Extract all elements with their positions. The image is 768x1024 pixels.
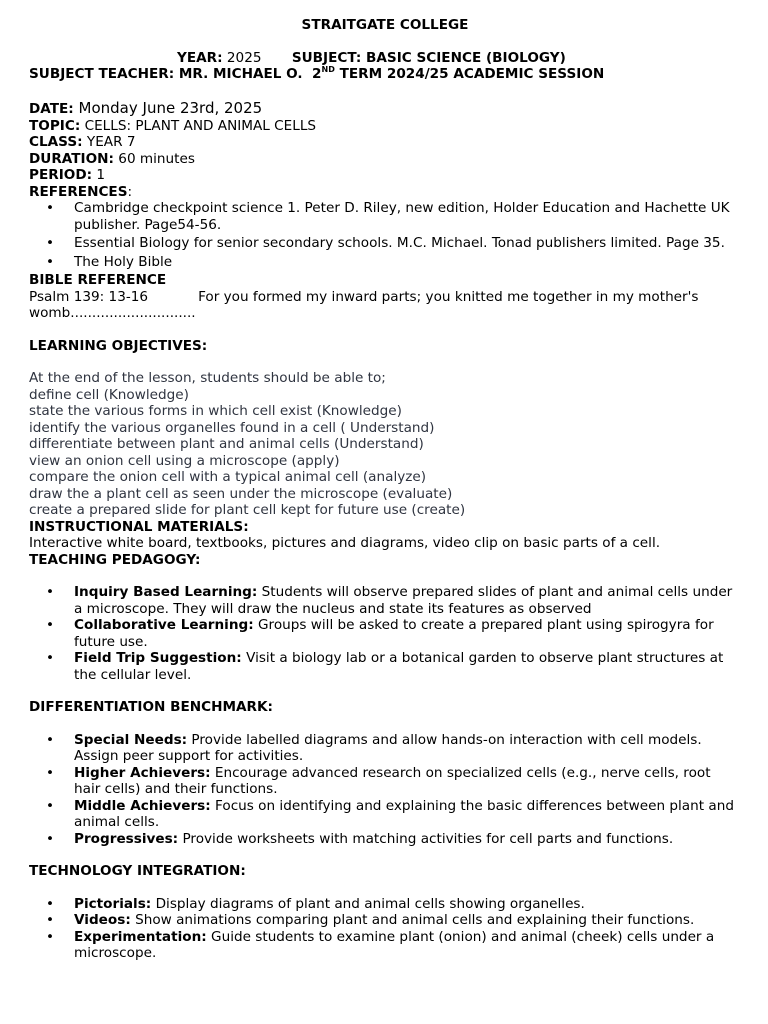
list-item: • Middle Achievers: Focus on identifying and explaining the basic differences between plant and animal cells.: [46, 797, 734, 830]
year-subject-line: [29, 50, 741, 67]
differentiation-list: [29, 732, 741, 848]
objective-item: differentiate between plant and animal cells (Understand): [29, 436, 424, 452]
lesson-plan-page: [29, 17, 741, 962]
term-session: TERM 2024/25 ACADEMIC SESSION: [339, 66, 605, 82]
bullet-icon: •: [46, 253, 55, 270]
bible-text: For you formed my inward parts; you knitted me together in my mother's: [198, 288, 699, 305]
bullet-icon: •: [46, 797, 55, 814]
technology-integration-heading: TECHNOLOGY INTEGRATION:: [29, 863, 246, 879]
bullet-icon: •: [46, 731, 55, 748]
list-item: • The Holy Bible: [46, 253, 173, 270]
list-item: • Inquiry Based Learning: Students will observe prepared slides of plant and animal cells under a microscope. They will draw the nucleus and state its features as observed: [46, 584, 733, 617]
list-item: • Cambridge checkpoint science 1. Peter D. Riley, new edition, Holder Education and Hachette UK publisher. Page54-56.: [46, 200, 730, 233]
term-suffix: ND: [321, 65, 335, 74]
objective-item: compare the onion cell with a typical animal cell (analyze): [29, 469, 427, 485]
technology-list: [29, 896, 741, 962]
bullet-icon: •: [46, 912, 55, 928]
objective-item: draw the a plant cell as seen under the microscope (evaluate): [29, 485, 453, 502]
objectives-list: [29, 370, 741, 519]
objective-item: define cell (Knowledge): [29, 386, 189, 403]
list-item: • Special Needs: Provide labelled diagrams and allow hands-on interaction with cell models. Assign peer support for activities.: [46, 731, 702, 764]
differentiation-heading: DIFFERENTIATION BENCHMARK:: [29, 699, 273, 715]
bullet-icon: •: [46, 764, 55, 781]
date-line: [29, 99, 741, 118]
subject-teacher: SUBJECT TEACHER: MR. MICHAEL O.: [29, 66, 303, 82]
bible-verse-line: [29, 289, 741, 306]
instructional-materials-heading: INSTRUCTIONAL MATERIALS:: [29, 518, 249, 535]
objective-item: create a prepared slide for plant cell kept for future use (create): [29, 502, 466, 518]
objective-item: state the various forms in which cell exist (Knowledge): [29, 403, 402, 419]
list-item: • Experimentation: Guide students to examine plant (onion) and animal (cheek) cells under a microscope.: [46, 928, 715, 961]
term-number: 2: [312, 66, 322, 82]
list-item: • Videos: Show animations comparing plant and animal cells and explaining their functions.: [46, 912, 695, 928]
year-value: 2025: [226, 49, 262, 66]
list-item: • Higher Achievers: Encourage advanced research on specialized cells (e.g., nerve cells, root hair cells) and their functions.: [46, 764, 711, 797]
list-item: • Collaborative Learning: Groups will be asked to create a prepared plant using spirogyra for future use.: [46, 617, 714, 650]
bible-verse: Psalm 139: 13-16: [29, 288, 149, 305]
bullet-icon: •: [46, 830, 55, 847]
learning-objectives-heading: LEARNING OBJECTIVES:: [29, 337, 208, 354]
subject-label: SUBJECT: BASIC SCIENCE (BIOLOGY): [291, 49, 566, 66]
teacher-term-line: [29, 66, 741, 83]
list-item: • Progressives: Provide worksheets with matching activities for cell parts and functions.: [46, 830, 674, 847]
bullet-icon: •: [46, 617, 55, 633]
bullet-icon: •: [46, 928, 55, 945]
list-item: • Field Trip Suggestion: Visit a biology lab or a botanical garden to observe plant structures at the cellular level.: [46, 650, 724, 683]
teaching-pedagogy-heading: TEACHING PEDAGOGY:: [29, 551, 201, 568]
bullet-icon: •: [46, 650, 55, 666]
period-line: PERIOD: 1: [29, 167, 106, 183]
bullet-icon: •: [46, 200, 55, 216]
bullet-icon: •: [46, 235, 55, 251]
objective-item: view an onion cell using a microscope (apply): [29, 452, 340, 469]
objectives-intro: At the end of the lesson, students should be able to;: [29, 370, 386, 386]
list-item: • Essential Biology for senior secondary schools. M.C. Michael. Tonad publishers limited. Page 35.: [46, 235, 725, 251]
pedagogy-list: [29, 584, 741, 683]
references-heading: REFERENCES:: [29, 183, 133, 200]
duration-line: DURATION: 60 minutes: [29, 150, 195, 167]
school-name: STRAITGATE COLLEGE: [301, 17, 469, 33]
topic-line: TOPIC: CELLS: PLANT AND ANIMAL CELLS: [29, 117, 317, 134]
date-label: DATE:: [29, 100, 74, 117]
bullet-icon: •: [46, 584, 55, 600]
year-label: YEAR:: [177, 49, 223, 66]
bible-reference-heading: BIBLE REFERENCE: [29, 272, 167, 288]
instructional-materials-text: Interactive white board, textbooks, pictures and diagrams, video clip on basic parts of a cell.: [29, 535, 661, 551]
objective-item: identify the various organelles found in a cell ( Understand): [29, 419, 435, 436]
bullet-icon: •: [46, 895, 55, 912]
date-value: Monday June 23rd, 2025: [78, 98, 263, 117]
references-list: [29, 200, 741, 270]
class-line: CLASS: YEAR 7: [29, 134, 136, 150]
bible-text-continued: womb.............................: [29, 305, 196, 321]
list-item: • Pictorials: Display diagrams of plant and animal cells showing organelles.: [46, 895, 585, 912]
